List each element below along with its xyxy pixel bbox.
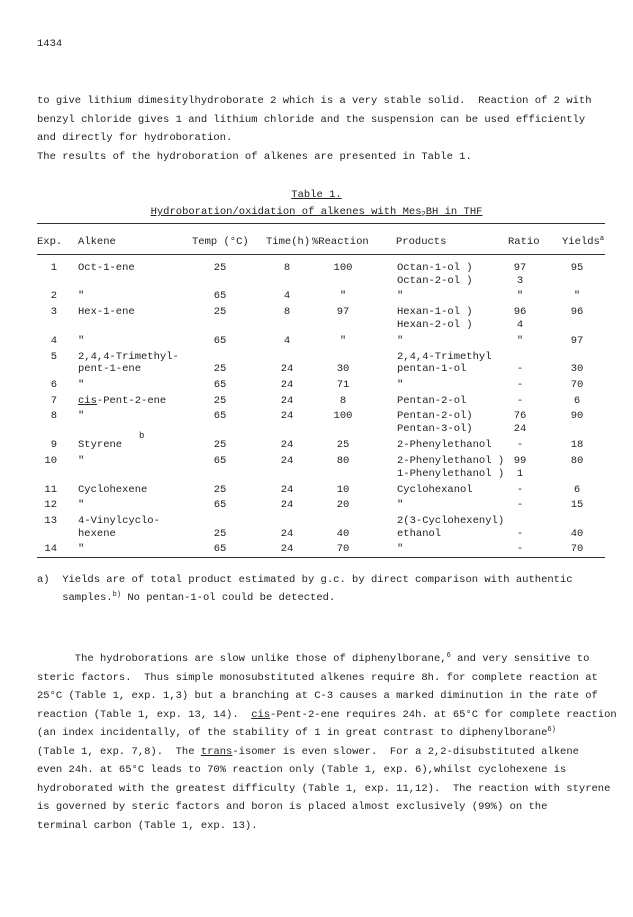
cell-alkene: " bbox=[78, 410, 85, 422]
table-subtitle: Hydroboration/oxidation of alkenes with Mes$_2$BH in THF bbox=[150, 206, 483, 219]
intro-line: to give lithium dimesitylhydroborate 2 which is a very stable solid. Reaction of 2 with bbox=[37, 95, 592, 107]
cell-time: 24 bbox=[280, 395, 294, 407]
cell-products: ethanol bbox=[397, 528, 442, 540]
cell-products: 2-Phenylethanol ) bbox=[397, 455, 505, 467]
cell-ratio: - bbox=[516, 439, 524, 451]
cell-ratio: " bbox=[516, 335, 524, 347]
cell-exp: 6 bbox=[50, 379, 57, 391]
cell-alkene: " bbox=[78, 543, 85, 555]
cell-yields: 80 bbox=[570, 455, 584, 467]
body-line: hydroborated with the greatest difficulty (Table 1, exp. 11,12). The reaction with styrene bbox=[37, 782, 611, 795]
cell-ratio: " bbox=[516, 290, 524, 302]
cell-products: Hexan-1-ol ) bbox=[397, 306, 473, 318]
cell-temp: 25 bbox=[213, 306, 227, 318]
cell-temp: 65 bbox=[213, 499, 227, 511]
table-row bbox=[0, 499, 633, 511]
cell-temp: 25 bbox=[213, 439, 227, 451]
cell-ratio: - bbox=[516, 484, 524, 496]
cell-ratio: 4 bbox=[516, 319, 524, 331]
cell-ratio: - bbox=[516, 528, 524, 540]
cell-products: Octan-1-ol ) bbox=[397, 262, 473, 274]
cell-ratio: 1 bbox=[516, 468, 524, 480]
cell-temp: 25 bbox=[213, 484, 227, 496]
header-time: Time(h) bbox=[266, 236, 311, 248]
cell-time: 8 bbox=[283, 306, 291, 318]
cell-ratio: 99 bbox=[513, 455, 527, 467]
table-header-row bbox=[0, 236, 633, 248]
cell-alkene: Hex-1-ene bbox=[78, 306, 135, 318]
cell-reaction: 30 bbox=[336, 363, 350, 375]
cell-products: Hexan-2-ol ) bbox=[397, 319, 473, 331]
cell-time: 24 bbox=[280, 439, 294, 451]
body-line: (Table 1, exp. 7,8). The trans-isomer is even slower. For a 2,2-disubstituted alkene bbox=[37, 745, 579, 758]
cell-temp: 25 bbox=[213, 395, 227, 407]
cell-yields: 97 bbox=[570, 335, 584, 347]
table-row bbox=[0, 543, 633, 555]
header-alkene: Alkene bbox=[78, 236, 116, 248]
cell-reaction: 71 bbox=[336, 379, 350, 391]
cell-reaction: 97 bbox=[336, 306, 350, 318]
table-row bbox=[0, 484, 633, 496]
cell-exp: 10 bbox=[44, 455, 57, 467]
table-top-rule bbox=[37, 223, 605, 224]
cell-time: 24 bbox=[280, 363, 294, 375]
cell-reaction: 40 bbox=[336, 528, 350, 540]
footnote-a: a) Yields are of total product estimated by g.c. by direct comparison with authentic bbox=[37, 574, 573, 586]
body-line: reaction (Table 1, exp. 13, 14). cis-Pent-2-ene requires 24h. at 65°C for complete reaction bbox=[37, 708, 617, 721]
cell-alkene: " bbox=[78, 335, 85, 347]
body-line: is governed by steric factors and boron is placed almost exclusively (99%) on the bbox=[37, 801, 548, 813]
cell-products: Pentan-2-ol bbox=[397, 395, 467, 407]
cell-products: 2-Phenylethanol bbox=[397, 439, 492, 451]
cell-alkene: 4-Vinylcyclo- bbox=[78, 515, 160, 527]
cell-yields: 90 bbox=[570, 410, 584, 422]
cell-reaction: 25 bbox=[336, 439, 350, 451]
cell-time: 24 bbox=[280, 379, 294, 391]
table-row bbox=[0, 439, 633, 451]
cell-time: 24 bbox=[280, 455, 294, 467]
cell-exp: 13 bbox=[44, 515, 57, 527]
table-row bbox=[0, 379, 633, 391]
cell-ratio: 96 bbox=[513, 306, 527, 318]
table-row bbox=[0, 468, 633, 480]
table-row bbox=[0, 306, 633, 318]
cell-ratio: - bbox=[516, 379, 524, 391]
cell-reaction: " bbox=[339, 335, 347, 347]
cell-alkene: " bbox=[78, 290, 85, 302]
intro-paragraph bbox=[37, 92, 597, 166]
cell-products: Cyclohexanol bbox=[397, 484, 473, 496]
cell-ratio: 24 bbox=[513, 423, 527, 435]
cell-products: " bbox=[397, 335, 404, 347]
header-yields: Yields$^a$ bbox=[562, 235, 605, 248]
body-line: 25°C (Table 1, exp. 1,3) but a branching at C-3 causes a marked diminution in the rate of bbox=[37, 690, 598, 702]
cell-products: 2,4,4-Trimethyl bbox=[397, 351, 492, 363]
header-reaction: %Reaction bbox=[312, 236, 369, 248]
cell-time: 24 bbox=[280, 543, 294, 555]
cell-products: Pentan-3-ol) bbox=[397, 423, 473, 435]
cell-exp: 14 bbox=[44, 543, 57, 555]
cell-exp: 3 bbox=[50, 306, 57, 318]
page-number: 1434 bbox=[37, 38, 63, 50]
intro-line: and directly for hydroboration. bbox=[37, 132, 233, 144]
cell-products: 1-Phenylethanol ) bbox=[397, 468, 505, 480]
table-row bbox=[0, 363, 633, 375]
footnote-b-mark: b bbox=[139, 431, 145, 441]
cell-yields: 70 bbox=[570, 543, 584, 555]
cell-exp: 5 bbox=[50, 351, 57, 363]
cell-time: 24 bbox=[280, 410, 294, 422]
cell-time: 24 bbox=[280, 484, 294, 496]
cell-temp: 65 bbox=[213, 335, 227, 347]
header-products: Products bbox=[396, 236, 447, 248]
cell-exp: 4 bbox=[50, 335, 57, 347]
table-header-rule bbox=[37, 254, 605, 255]
cell-yields: 95 bbox=[570, 262, 584, 274]
cell-yields: 6 bbox=[573, 484, 581, 496]
cell-alkene: Cyclohexene bbox=[78, 484, 148, 496]
table-row bbox=[0, 262, 633, 274]
body-line: (an index incidentally, of the stability of 1 in great contrast to diphenylborane$^{6)}$ bbox=[37, 726, 556, 739]
cell-exp: 12 bbox=[44, 499, 57, 511]
body-line: terminal carbon (Table 1, exp. 13). bbox=[37, 819, 258, 832]
cell-yields: 15 bbox=[570, 499, 584, 511]
cell-products: Pentan-2-ol) bbox=[397, 410, 473, 422]
cell-yields: 96 bbox=[570, 306, 584, 318]
cell-ratio: 3 bbox=[516, 275, 524, 287]
cell-reaction: 100 bbox=[333, 410, 353, 422]
cell-temp: 65 bbox=[213, 410, 227, 422]
cell-yields: 40 bbox=[570, 528, 584, 540]
cell-products: Octan-2-ol ) bbox=[397, 275, 473, 287]
cell-yields: " bbox=[573, 290, 581, 302]
cell-temp: 65 bbox=[213, 379, 227, 391]
cell-time: 24 bbox=[280, 499, 294, 511]
cell-reaction: 8 bbox=[339, 395, 347, 407]
cell-yields: 70 bbox=[570, 379, 584, 391]
table-row bbox=[0, 351, 633, 363]
cell-reaction: 20 bbox=[336, 499, 350, 511]
table-title: Table 1. bbox=[291, 189, 342, 201]
cell-alkene: pent-1-ene bbox=[78, 363, 142, 375]
table-row bbox=[0, 290, 633, 302]
cell-alkene: hexene bbox=[78, 528, 116, 540]
table-row bbox=[0, 455, 633, 467]
table-row bbox=[0, 423, 633, 435]
cell-yields: 30 bbox=[570, 363, 584, 375]
header-exp: Exp. bbox=[37, 236, 63, 248]
table-row bbox=[0, 395, 633, 407]
cell-products: " bbox=[397, 290, 404, 302]
cell-ratio: - bbox=[516, 395, 524, 407]
cell-ratio: 76 bbox=[513, 410, 527, 422]
intro-line: The results of the hydroboration of alkenes are presented in Table 1. bbox=[37, 150, 472, 163]
cell-reaction: 100 bbox=[333, 262, 353, 274]
cell-alkene: " bbox=[78, 499, 85, 511]
header-ratio: Ratio bbox=[508, 236, 540, 248]
body-paragraph bbox=[37, 650, 617, 835]
cell-ratio: - bbox=[516, 363, 524, 375]
cell-products: " bbox=[397, 379, 404, 391]
cell-exp: 9 bbox=[50, 439, 57, 451]
cell-products: " bbox=[397, 543, 404, 555]
cell-time: 8 bbox=[283, 262, 291, 274]
body-line: steric factors. Thus simple monosubstituted alkenes require 8h. for complete reaction at bbox=[37, 671, 598, 684]
cell-temp: 25 bbox=[213, 528, 227, 540]
cell-exp: 11 bbox=[44, 484, 57, 496]
cell-reaction: " bbox=[339, 290, 347, 302]
body-line: even 24h. at 65°C leads to 70% reaction only (Table 1, exp. 6),whilst cyclohexene is bbox=[37, 764, 567, 776]
cell-time: 4 bbox=[283, 335, 291, 347]
cell-ratio: - bbox=[516, 499, 524, 511]
cell-reaction: 80 bbox=[336, 455, 350, 467]
header-temp: Temp (°C) bbox=[192, 236, 249, 248]
cell-reaction: 10 bbox=[336, 484, 350, 496]
cell-temp: 65 bbox=[213, 290, 227, 302]
table-row bbox=[0, 515, 633, 527]
cell-products: 2(3-Cyclohexenyl) bbox=[397, 515, 505, 527]
cell-alkene: 2,4,4-Trimethyl- bbox=[78, 351, 179, 363]
body-line: The hydroborations are slow unlike those of diphenylborane,$^6$ and very sensitive to bbox=[37, 652, 590, 665]
table-row bbox=[0, 410, 633, 422]
cell-alkene: " bbox=[78, 379, 85, 391]
cell-temp: 25 bbox=[213, 262, 227, 274]
cell-time: 4 bbox=[283, 290, 291, 302]
cell-exp: 7 bbox=[50, 395, 57, 407]
cell-temp: 25 bbox=[213, 363, 227, 375]
cell-alkene: Oct-1-ene bbox=[78, 262, 135, 274]
cell-exp: 8 bbox=[50, 410, 57, 422]
cell-ratio: - bbox=[516, 543, 524, 555]
cell-exp: 2 bbox=[50, 290, 57, 302]
cell-alkene: cis-Pent-2-ene bbox=[78, 395, 167, 407]
cell-products: pentan-1-ol bbox=[397, 363, 467, 375]
cell-time: 24 bbox=[280, 528, 294, 540]
footnote-b: samples.$^{b)}$ No pentan-1-ol could be detected. bbox=[37, 591, 336, 604]
table-row bbox=[0, 528, 633, 540]
table-bottom-rule bbox=[37, 557, 605, 558]
cell-ratio: 97 bbox=[513, 262, 527, 274]
cell-alkene: Styrene bbox=[78, 439, 123, 451]
table-row bbox=[0, 275, 633, 287]
cell-exp: 1 bbox=[50, 262, 57, 274]
cell-temp: 65 bbox=[213, 455, 227, 467]
cell-products: " bbox=[397, 499, 404, 511]
cell-alkene: " bbox=[78, 455, 85, 467]
cell-yields: 18 bbox=[570, 439, 584, 451]
cell-reaction: 70 bbox=[336, 543, 350, 555]
cell-yields: 6 bbox=[573, 395, 581, 407]
table-row bbox=[0, 335, 633, 347]
table-row bbox=[0, 319, 633, 331]
cell-temp: 65 bbox=[213, 543, 227, 555]
intro-line: benzyl chloride gives 1 and lithium chloride and the suspension can be used efficiently bbox=[37, 113, 586, 126]
